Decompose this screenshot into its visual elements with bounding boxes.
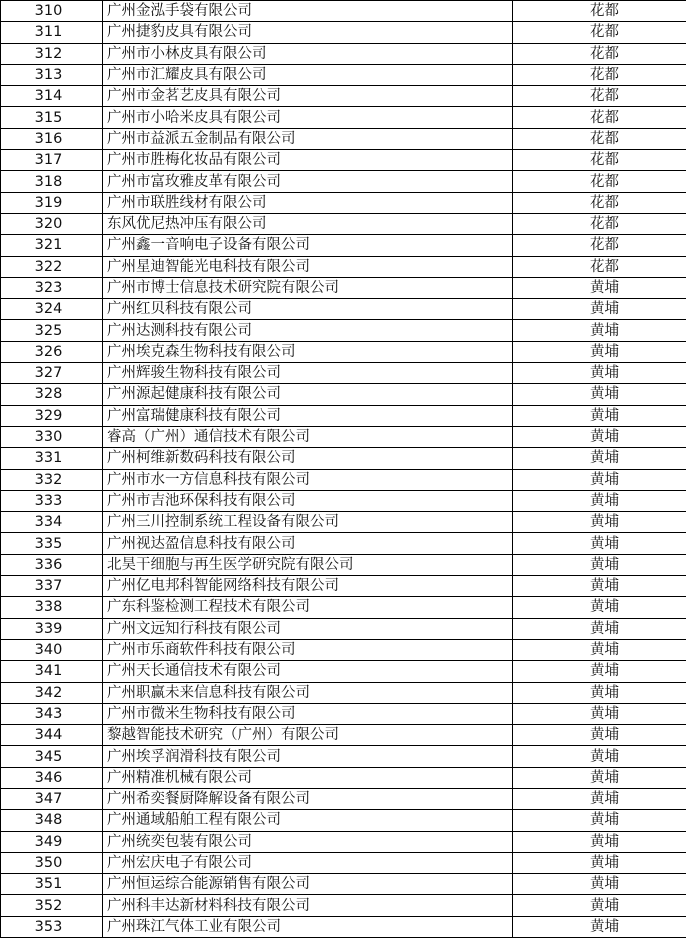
district: 花都 xyxy=(513,107,686,128)
district: 黄埔 xyxy=(513,554,686,575)
company-name: 广州市小林皮具有限公司 xyxy=(103,43,513,64)
district: 黄埔 xyxy=(513,788,686,809)
district: 花都 xyxy=(513,192,686,213)
company-name: 广州市小哈米皮具有限公司 xyxy=(103,107,513,128)
table-row xyxy=(1,597,686,618)
district: 黄埔 xyxy=(513,618,686,639)
table-row xyxy=(1,277,686,298)
district: 黄埔 xyxy=(513,874,686,895)
company-name: 广州埃孚润滑科技有限公司 xyxy=(103,746,513,767)
table-row xyxy=(1,86,686,107)
company-name: 广州金泓手袋有限公司 xyxy=(103,1,513,22)
company-name: 广州市汇耀皮具有限公司 xyxy=(103,64,513,85)
table-row xyxy=(1,426,686,447)
row-number: 332 xyxy=(1,469,103,490)
company-name: 广州红贝科技有限公司 xyxy=(103,299,513,320)
company-name: 广州市博士信息技术研究院有限公司 xyxy=(103,277,513,298)
company-name: 广州精准机械有限公司 xyxy=(103,767,513,788)
row-number: 324 xyxy=(1,299,103,320)
district: 黄埔 xyxy=(513,725,686,746)
table-row xyxy=(1,661,686,682)
company-name: 广州市富玫雅皮革有限公司 xyxy=(103,171,513,192)
district: 花都 xyxy=(513,22,686,43)
row-number: 345 xyxy=(1,746,103,767)
district: 黄埔 xyxy=(513,916,686,937)
district: 花都 xyxy=(513,128,686,149)
table-row xyxy=(1,703,686,724)
row-number: 330 xyxy=(1,426,103,447)
company-name: 北昊干细胞与再生医学研究院有限公司 xyxy=(103,554,513,575)
row-number: 351 xyxy=(1,874,103,895)
row-number: 328 xyxy=(1,384,103,405)
company-name: 广州市乐商软件科技有限公司 xyxy=(103,639,513,660)
table-row xyxy=(1,895,686,916)
district: 黄埔 xyxy=(513,277,686,298)
table-row xyxy=(1,128,686,149)
district: 花都 xyxy=(513,64,686,85)
table-row xyxy=(1,320,686,341)
company-name: 广州柯维新数码科技有限公司 xyxy=(103,448,513,469)
table-row xyxy=(1,746,686,767)
table-row xyxy=(1,767,686,788)
row-number: 329 xyxy=(1,405,103,426)
company-name: 广东科鉴检测工程技术有限公司 xyxy=(103,597,513,618)
table-row xyxy=(1,43,686,64)
district: 黄埔 xyxy=(513,426,686,447)
row-number: 346 xyxy=(1,767,103,788)
row-number: 319 xyxy=(1,192,103,213)
company-name: 广州市水一方信息科技有限公司 xyxy=(103,469,513,490)
table-row xyxy=(1,469,686,490)
district: 黄埔 xyxy=(513,831,686,852)
row-number: 349 xyxy=(1,831,103,852)
row-number: 317 xyxy=(1,150,103,171)
district: 黄埔 xyxy=(513,639,686,660)
row-number: 323 xyxy=(1,277,103,298)
table-row xyxy=(1,1,686,22)
table-row xyxy=(1,512,686,533)
table-row xyxy=(1,682,686,703)
company-name: 睿高（广州）通信技术有限公司 xyxy=(103,426,513,447)
table-row xyxy=(1,788,686,809)
row-number: 313 xyxy=(1,64,103,85)
row-number: 343 xyxy=(1,703,103,724)
company-name: 广州市联胜线材有限公司 xyxy=(103,192,513,213)
district: 黄埔 xyxy=(513,767,686,788)
district: 黄埔 xyxy=(513,469,686,490)
district: 花都 xyxy=(513,213,686,234)
company-name: 广州恒运综合能源销售有限公司 xyxy=(103,874,513,895)
row-number: 315 xyxy=(1,107,103,128)
company-name: 东风优尼热冲压有限公司 xyxy=(103,213,513,234)
table-row xyxy=(1,490,686,511)
table-row xyxy=(1,341,686,362)
row-number: 339 xyxy=(1,618,103,639)
district: 黄埔 xyxy=(513,703,686,724)
row-number: 318 xyxy=(1,171,103,192)
district: 花都 xyxy=(513,86,686,107)
district: 花都 xyxy=(513,150,686,171)
table-row xyxy=(1,852,686,873)
district: 黄埔 xyxy=(513,299,686,320)
company-name: 广州富瑞健康科技有限公司 xyxy=(103,405,513,426)
table-row xyxy=(1,171,686,192)
company-name: 广州达测科技有限公司 xyxy=(103,320,513,341)
company-name: 广州市胜梅化妆品有限公司 xyxy=(103,150,513,171)
company-name: 广州职赢未来信息科技有限公司 xyxy=(103,682,513,703)
table-row xyxy=(1,384,686,405)
company-name: 广州珠江气体工业有限公司 xyxy=(103,916,513,937)
row-number: 325 xyxy=(1,320,103,341)
row-number: 342 xyxy=(1,682,103,703)
row-number: 316 xyxy=(1,128,103,149)
row-number: 337 xyxy=(1,576,103,597)
company-name: 广州三川控制系统工程设备有限公司 xyxy=(103,512,513,533)
row-number: 341 xyxy=(1,661,103,682)
row-number: 322 xyxy=(1,256,103,277)
company-name: 广州星迪智能光电科技有限公司 xyxy=(103,256,513,277)
row-number: 338 xyxy=(1,597,103,618)
district: 黄埔 xyxy=(513,363,686,384)
table-row xyxy=(1,725,686,746)
district: 黄埔 xyxy=(513,405,686,426)
table-row xyxy=(1,192,686,213)
table-row xyxy=(1,256,686,277)
table-row xyxy=(1,533,686,554)
company-name: 广州文远知行科技有限公司 xyxy=(103,618,513,639)
company-name: 广州希奕餐厨降解设备有限公司 xyxy=(103,788,513,809)
row-number: 326 xyxy=(1,341,103,362)
row-number: 312 xyxy=(1,43,103,64)
row-number: 344 xyxy=(1,725,103,746)
row-number: 352 xyxy=(1,895,103,916)
row-number: 335 xyxy=(1,533,103,554)
company-name: 广州埃克森生物科技有限公司 xyxy=(103,341,513,362)
district: 黄埔 xyxy=(513,341,686,362)
row-number: 331 xyxy=(1,448,103,469)
row-number: 336 xyxy=(1,554,103,575)
company-name: 广州市吉池环保科技有限公司 xyxy=(103,490,513,511)
row-number: 333 xyxy=(1,490,103,511)
row-number: 340 xyxy=(1,639,103,660)
district: 花都 xyxy=(513,171,686,192)
company-name: 广州捷豹皮具有限公司 xyxy=(103,22,513,43)
row-number: 350 xyxy=(1,852,103,873)
district: 花都 xyxy=(513,256,686,277)
district: 黄埔 xyxy=(513,533,686,554)
row-number: 314 xyxy=(1,86,103,107)
district: 黄埔 xyxy=(513,448,686,469)
district: 黄埔 xyxy=(513,384,686,405)
company-name: 广州市金茗艺皮具有限公司 xyxy=(103,86,513,107)
row-number: 327 xyxy=(1,363,103,384)
table-row xyxy=(1,554,686,575)
district: 黄埔 xyxy=(513,320,686,341)
district: 黄埔 xyxy=(513,852,686,873)
table-row xyxy=(1,448,686,469)
company-table-body xyxy=(1,0,686,938)
district: 黄埔 xyxy=(513,746,686,767)
district: 黄埔 xyxy=(513,661,686,682)
table-row xyxy=(1,916,686,937)
table-row xyxy=(1,618,686,639)
company-name: 广州统奕包装有限公司 xyxy=(103,831,513,852)
table-row xyxy=(1,874,686,895)
table-row xyxy=(1,810,686,831)
table-row xyxy=(1,213,686,234)
row-number: 353 xyxy=(1,916,103,937)
table-row xyxy=(1,235,686,256)
row-number: 348 xyxy=(1,810,103,831)
company-name: 广州天长通信技术有限公司 xyxy=(103,661,513,682)
district: 黄埔 xyxy=(513,490,686,511)
table-row xyxy=(1,576,686,597)
table-row xyxy=(1,831,686,852)
company-name: 广州通域船舶工程有限公司 xyxy=(103,810,513,831)
district: 花都 xyxy=(513,43,686,64)
district: 黄埔 xyxy=(513,895,686,916)
table-row xyxy=(1,363,686,384)
company-name: 广州科丰达新材料科技有限公司 xyxy=(103,895,513,916)
company-name: 广州亿电邦科智能网络科技有限公司 xyxy=(103,576,513,597)
company-name: 广州视达盈信息科技有限公司 xyxy=(103,533,513,554)
district: 黄埔 xyxy=(513,810,686,831)
table-row xyxy=(1,150,686,171)
table-row xyxy=(1,405,686,426)
row-number: 347 xyxy=(1,788,103,809)
table-row xyxy=(1,22,686,43)
district: 花都 xyxy=(513,1,686,22)
district: 花都 xyxy=(513,235,686,256)
district: 黄埔 xyxy=(513,512,686,533)
district: 黄埔 xyxy=(513,597,686,618)
table-row xyxy=(1,64,686,85)
company-name: 广州鑫一音响电子设备有限公司 xyxy=(103,235,513,256)
company-name: 广州市微米生物科技有限公司 xyxy=(103,703,513,724)
company-name: 广州源起健康科技有限公司 xyxy=(103,384,513,405)
row-number: 321 xyxy=(1,235,103,256)
table-row xyxy=(1,299,686,320)
table-row xyxy=(1,107,686,128)
district: 黄埔 xyxy=(513,682,686,703)
row-number: 320 xyxy=(1,213,103,234)
row-number: 311 xyxy=(1,22,103,43)
company-name: 广州市益派五金制品有限公司 xyxy=(103,128,513,149)
company-name: 黎越智能技术研究（广州）有限公司 xyxy=(103,725,513,746)
row-number: 310 xyxy=(1,1,103,22)
district: 黄埔 xyxy=(513,576,686,597)
table-row xyxy=(1,639,686,660)
company-name: 广州宏庆电子有限公司 xyxy=(103,852,513,873)
company-name: 广州辉骏生物科技有限公司 xyxy=(103,363,513,384)
row-number: 334 xyxy=(1,512,103,533)
